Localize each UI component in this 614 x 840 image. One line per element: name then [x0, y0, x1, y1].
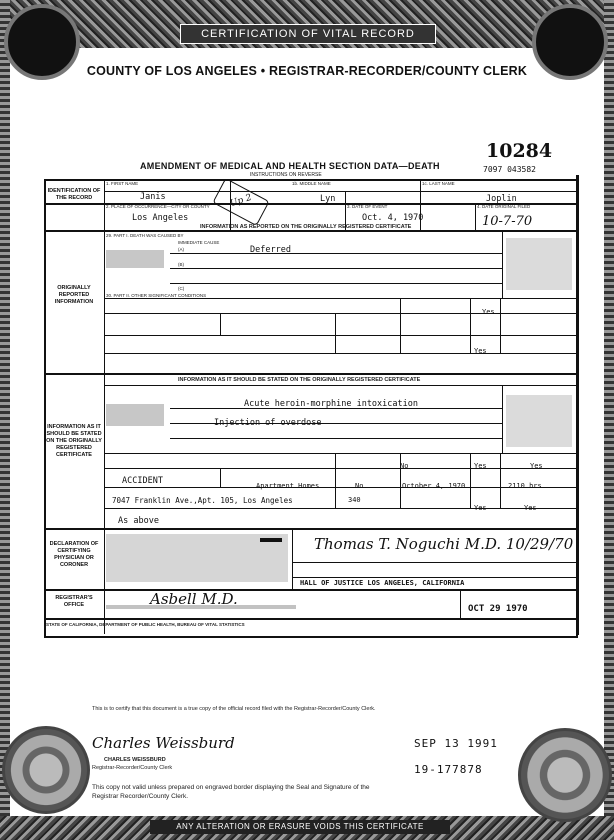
rule-row-coroner-title: [292, 577, 576, 578]
label-line-b: (B): [178, 262, 184, 267]
document-number: 10284: [486, 140, 553, 162]
county-seal-left: [2, 726, 90, 814]
label-part2: 30. PART II. OTHER SIGNIFICANT CONDITIONS: [106, 293, 207, 298]
rule-row-declaration: [44, 528, 576, 530]
rule-name-col-4: [475, 203, 476, 230]
rule-injury-col-1: [220, 313, 221, 335]
illegible-print-should-note: [106, 404, 164, 426]
form-subtitle: INSTRUCTIONS ON REVERSE: [250, 172, 322, 178]
label-immediate-cause: IMMEDIATE CAUSE: [178, 240, 220, 245]
value-no-1: No: [400, 462, 409, 470]
clerk-signature: Charles Weissburd: [92, 734, 235, 752]
county-header: COUNTY OF LOS ANGELES • REGISTRAR-RECORDER/COUNTY CLERK: [86, 64, 528, 78]
certification-banner: CERTIFICATION OF VITAL RECORD: [180, 24, 436, 44]
engraved-border-right: [604, 0, 614, 840]
section-registrar: REGISTRAR'S OFFICE: [55, 595, 93, 608]
rule-cause-a: [170, 253, 502, 254]
section-identification: IDENTIFICATION OF THE RECORD: [47, 188, 101, 201]
value-middle-name: Lyn: [320, 194, 336, 204]
value-date-filed: 10-7-70: [482, 214, 533, 229]
rule-row-original: [44, 230, 576, 232]
label-last-name: 1c. LAST NAME: [422, 181, 455, 186]
value-cause-b: Injection of overdose: [214, 418, 322, 428]
registrar-seal-right: [518, 728, 612, 822]
rule-row-should: [44, 373, 576, 375]
label-should-header: INFORMATION AS IT SHOULD BE STATED ON THE ORIGINALLY REGISTERED CERTIFICATE: [178, 377, 421, 383]
state-footer: STATE OF CALIFORNIA, DEPARTMENT OF PUBLIC HEALTH, BUREAU OF VITAL STATISTICS: [46, 622, 245, 627]
rule-should-injury-col-5: [500, 453, 501, 508]
certification-statement: This is to certify that this document is a true copy of the official record filed with the Registrar-Recorder/County Clerk.: [92, 706, 376, 712]
rule-row-registrar: [44, 589, 576, 591]
rule-should-cause-c: [170, 438, 502, 439]
label-part1: 29. PART I. DEATH WAS CAUSED BY: [106, 233, 184, 238]
label-middle-name: 1b. MIDDLE NAME: [292, 181, 331, 186]
rule-declaration-split: [292, 528, 293, 589]
value-circled-code: Up 2: [228, 192, 253, 210]
certification-number: 19-177878: [414, 763, 483, 776]
label-first-name: 1. FIRST NAME: [106, 181, 139, 186]
value-place-injury: Apartment Homes: [256, 482, 320, 490]
label-line-c: (C): [178, 286, 185, 291]
rule-approx-column: [502, 230, 503, 298]
value-address: 7047 Franklin Ave.,Apt. 105, Los Angeles: [112, 496, 293, 505]
label-date-filed: 4. DATE ORIGINAL FILED: [477, 204, 531, 209]
value-hall-of-justice: HALL OF JUSTICE LOS ANGELES, CALIFORNIA: [300, 579, 465, 587]
rule-injury-col-4: [470, 298, 471, 353]
value-cause-a: Acute heroin-morphine intoxication: [244, 399, 418, 409]
label-place-of-occurrence: 2. PLACE OF OCCURRENCE—CITY OR COUNTY: [106, 204, 210, 209]
certification-date: SEP 13 1991: [414, 737, 498, 750]
rule-row-state-footer: [44, 618, 576, 620]
registrar-signature: Asbell M.D.: [150, 590, 238, 608]
value-orig-yes-2: Yes: [474, 347, 487, 355]
section-originally-reported: ORIGINALLY REPORTED INFORMATION: [54, 285, 94, 305]
rule-row-should-how: [104, 508, 576, 509]
value-manner: ACCIDENT: [122, 476, 163, 486]
value-injury-time: 2110 hrs: [508, 482, 542, 490]
rule-row-injury: [104, 313, 576, 314]
value-first-name: Janis: [140, 192, 166, 202]
rule-should-injury-col-4: [470, 453, 471, 508]
rule-injury-col-2: [335, 313, 336, 353]
value-date-of-event: Oct. 4, 1970: [362, 213, 424, 223]
rule-right-margin: [576, 175, 579, 635]
registrar-date-stamp: OCT 29 1970: [468, 604, 528, 614]
validity-notice-line1: This copy not valid unless prepared on engraved border displaying the Seal and Signature of the: [92, 784, 370, 791]
value-code-1: 340: [348, 496, 361, 504]
illegible-print-approx-interval: [506, 238, 572, 290]
value-yes-2: Yes: [474, 504, 487, 512]
rule-row-name: [104, 191, 576, 192]
rule-row-coroner-name: [292, 562, 576, 563]
rule-registrar-split: [460, 589, 461, 618]
rule-cause-c: [170, 283, 502, 284]
coroner-signature: Thomas T. Noguchi M.D. 10/29/70: [314, 535, 574, 553]
illegible-print-should-interval: [506, 395, 572, 447]
rule-should-injury-col-2: [335, 453, 336, 508]
value-orig-yes-1: Yes: [482, 308, 495, 316]
clerk-title: Registrar-Recorder/County Clerk: [92, 765, 173, 771]
form-title: AMENDMENT OF MEDICAL AND HEALTH SECTION DATA—DEATH: [140, 161, 440, 171]
engraved-border-left: [0, 0, 10, 840]
value-last-name: Joplin: [486, 194, 517, 204]
rule-row-place: [104, 335, 576, 336]
rule-should-injury-col-1: [220, 468, 221, 487]
rule-should-approx-column: [502, 385, 503, 453]
validity-notice-line2: Registrar Recorder/County Clerk.: [92, 793, 189, 800]
rule-row-should-injury: [104, 468, 576, 469]
illegible-print-cause-note: [106, 250, 164, 268]
rule-row-should-header: [104, 385, 576, 386]
value-yes-3: Yes: [524, 504, 537, 512]
rule-label-column: [104, 179, 105, 634]
value-injury-date: October 4, 1970: [402, 482, 466, 490]
value-yes-4: Yes: [530, 462, 543, 470]
label-reported-header: INFORMATION AS REPORTED ON THE ORIGINALLY REGISTERED CERTIFICATE: [200, 224, 412, 230]
value-how-injury: As above: [118, 516, 159, 526]
redaction-mark: [260, 538, 282, 542]
label-date-of-event: 3. DATE OF EVENT: [347, 204, 388, 209]
rule-row-how: [104, 353, 576, 354]
alteration-warning-banner: ANY ALTERATION OR ERASURE VOIDS THIS CERTIFICATE: [150, 820, 450, 834]
document-sub-number: 7097 043582: [483, 165, 536, 174]
rule-row-should-place: [104, 487, 576, 488]
rule-row-should-part2: [104, 453, 576, 454]
value-yes-1: Yes: [474, 462, 487, 470]
section-should-be-stated: INFORMATION AS IT SHOULD BE STATED ON THE ORIGINALLY REGISTERED CERTIFICATE: [46, 424, 102, 458]
label-line-a: (A): [178, 247, 184, 252]
value-at-work: No: [355, 482, 364, 490]
section-declaration: DECLARATION OF CERTIFYING PHYSICIAN OR CORONER: [49, 541, 99, 568]
rule-injury-col-3: [400, 298, 401, 353]
rule-injury-col-5: [500, 298, 501, 353]
value-original-cause: Deferred: [250, 245, 291, 255]
rule-row-part2: [104, 298, 576, 299]
value-place: Los Angeles: [132, 213, 189, 223]
clerk-name: CHARLES WEISSBURD: [104, 757, 166, 763]
rule-cause-b: [170, 268, 502, 269]
